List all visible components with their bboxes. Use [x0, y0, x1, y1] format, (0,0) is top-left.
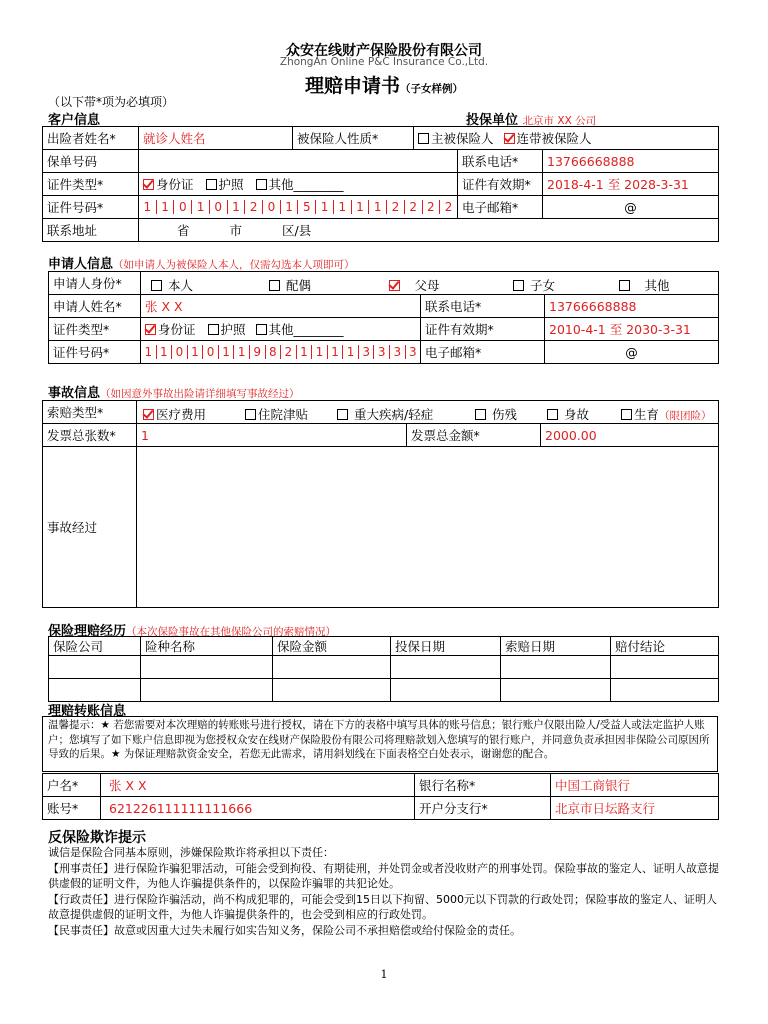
page-number: 1	[380, 968, 388, 981]
checkbox-icon	[337, 409, 348, 420]
opt-disability[interactable]: 伤残	[475, 405, 517, 423]
checkbox-icon	[547, 409, 558, 420]
policy-unit-label: 投保单位	[466, 113, 519, 128]
id-digit: 8	[265, 345, 281, 359]
fraud-line: 【民事责任】故意或因重大过失未履行如实告知义务，保险公司不承担赔偿或给付保险金的责任。	[48, 923, 521, 937]
opt-parent[interactable]: 父母	[389, 276, 440, 294]
col-result: 赔付结论	[611, 637, 719, 656]
accident-section-note: （如因意外事故出险请详细填写事故经过）	[100, 388, 300, 400]
validity-label: 证件有效期*	[458, 173, 543, 196]
id-digit: 3	[373, 345, 389, 359]
address-district: 区/县	[282, 223, 312, 238]
checkbox-icon	[206, 179, 217, 190]
id-digit: 3	[405, 345, 421, 359]
opt-main-insured[interactable]: 主被保险人	[418, 131, 494, 146]
checkbox-icon	[151, 280, 162, 291]
address-label: 联系地址	[43, 219, 139, 242]
opt-hospital[interactable]: 住院津贴	[245, 405, 308, 423]
id-digit: 1	[218, 345, 234, 359]
transfer-notice: 温馨提示：★ 若您需要对本次理赔的转账账号进行授权，请在下方的表格中填写具体的账号信息；银行账户仅限出险人/受益人或法定监护人账户；您填写了如下账户信息即视为您授权众安在线财产保险股份有限公司将理赔款划入您填写的银行账户，并同意负责承担因非保险公司原因所导致的后果。★ 为保证理赔款资金安全，若您无此需求，请用斜划线在下面表格空白处表示，谢谢您的配合。	[42, 716, 718, 772]
checkbox-icon	[619, 280, 630, 291]
id-digit: 1	[315, 200, 333, 214]
policy-no-field[interactable]	[139, 150, 458, 173]
id-digit: 0	[173, 200, 191, 214]
applicant-id-type-label: 证件类型*	[49, 318, 141, 341]
col-product: 险种名称	[141, 637, 273, 656]
id-type-options	[139, 173, 458, 196]
opt-idcard[interactable]: 身份证	[143, 177, 194, 192]
branch-field[interactable]: 北京市日坛路支行	[551, 797, 719, 820]
id-digit: 2	[280, 345, 296, 359]
invoice-count-field[interactable]: 1	[137, 424, 407, 447]
address-field[interactable]	[139, 219, 719, 242]
id-digit: 2	[439, 200, 457, 214]
id-digit: 1	[311, 345, 327, 359]
opt-idcard[interactable]: 身份证	[145, 322, 196, 337]
id-digit: 1	[333, 200, 351, 214]
validity-field[interactable]: 2018-4-1 至 2028-3-31	[543, 173, 719, 196]
opt-passport[interactable]: 护照	[208, 322, 246, 337]
col-claim-date: 索赔日期	[501, 637, 611, 656]
checkbox-icon	[621, 409, 632, 420]
email-label: 电子邮箱*	[458, 196, 543, 219]
id-digit: 1	[144, 345, 153, 359]
history-section-note: （本次保险事故在其他保险公司的索赔情况）	[126, 626, 337, 638]
applicant-section-note: （如申请人为被保险人本人，仅需勾选本人项即可）	[113, 259, 355, 271]
applicant-name-field[interactable]: 张 X X	[141, 295, 421, 318]
accident-process-label: 事故经过	[43, 447, 137, 608]
id-digit: 1	[342, 345, 358, 359]
required-note: （以下带*项为必填项）	[48, 95, 175, 109]
account-label: 账号*	[43, 797, 101, 820]
insured-type-label: 被保险人性质*	[293, 127, 414, 150]
fraud-line: 【行政责任】进行保险诈骗活动，尚不构成犯罪的，可能会受到15日以下拘留、5000元以下罚款的行政处罚；保险事故的鉴定人、证明人故意提供虚假的证明文件，为他人诈骗提供条件的，也会受到相应的行政处罚。	[48, 892, 717, 921]
applicant-section-title	[48, 253, 355, 272]
id-digit: 0	[209, 200, 227, 214]
checkbox-icon	[475, 409, 486, 420]
col-company: 保险公司	[49, 637, 141, 656]
insured-name-field[interactable]: 就诊人姓名	[139, 127, 293, 150]
id-digit: 1	[351, 200, 369, 214]
history-table	[48, 636, 719, 702]
checkbox-icon	[245, 409, 256, 420]
opt-dependent-insured[interactable]: 连带被保险人	[504, 131, 592, 146]
id-digit: 0	[262, 200, 280, 214]
id-digit: 1	[187, 345, 203, 359]
relation-options	[141, 272, 719, 295]
id-digit: 0	[171, 345, 187, 359]
id-digit-cells	[139, 196, 457, 218]
opt-spouse[interactable]: 配偶	[269, 276, 311, 294]
opt-critical[interactable]: 重大疾病/轻症	[337, 405, 433, 423]
id-digit: 1	[296, 345, 312, 359]
opt-other-relation[interactable]: 其他	[619, 276, 670, 294]
id-type-label: 证件类型*	[43, 173, 139, 196]
id-digit-cells	[141, 341, 420, 363]
address-city: 市	[229, 223, 243, 238]
opt-medical[interactable]: 医疗费用	[143, 405, 206, 423]
history-section-label: 保险理赔经历	[48, 624, 127, 639]
invoice-amount-label: 发票总金额*	[407, 424, 541, 447]
id-no-field[interactable]	[139, 196, 458, 219]
bank-label: 银行名称*	[415, 774, 551, 797]
applicant-name-label: 申请人姓名*	[49, 295, 141, 318]
table-row	[49, 679, 719, 702]
address-province: 省	[177, 223, 190, 238]
applicant-phone-field[interactable]: 13766668888	[545, 295, 719, 318]
transfer-section-title: 理赔转账信息	[48, 704, 127, 719]
col-insure-date: 投保日期	[391, 637, 501, 656]
opt-passport[interactable]: 护照	[206, 177, 244, 192]
accident-process-field[interactable]	[137, 447, 719, 608]
customer-table	[42, 126, 719, 242]
fraud-line: 【刑事责任】进行保险诈骗犯罪活动，可能会受到拘役、有期徒刑，并处罚金或者没收财产的刑事处罚。保险事故的鉴定人、证明人故意提供虚假的证明文件，为他人诈骗提供条件的，以保险诈骗罪的共犯论处。	[48, 861, 719, 890]
account-field[interactable]: 621226111111111666	[101, 797, 415, 820]
id-digit: 1	[368, 200, 386, 214]
applicant-validity-label: 证件有效期*	[421, 318, 545, 341]
title-text: 理赔申请书	[304, 75, 400, 97]
id-digit: 3	[358, 345, 374, 359]
checkbox-checked-icon	[143, 409, 154, 420]
fraud-title: 反保险欺诈提示	[48, 830, 146, 846]
id-digit: 2	[422, 200, 440, 214]
id-digit: 2	[386, 200, 404, 214]
claim-type-options	[137, 401, 719, 424]
id-digit: 2	[404, 200, 422, 214]
applicant-validity-field[interactable]: 2010-4-1 至 2030-3-31	[545, 318, 719, 341]
id-digit: 1	[327, 345, 343, 359]
id-digit: 2	[244, 200, 262, 214]
applicant-id-no-field[interactable]	[141, 341, 421, 364]
id-digit: 1	[227, 200, 245, 214]
birth-note: （限团险）	[659, 410, 712, 422]
applicant-section-label: 申请人信息	[48, 257, 114, 272]
fraud-line: 诚信是保险合同基本原则，涉嫌保险欺诈将承担以下责任：	[48, 846, 334, 859]
company-name-en: ZhongAn Online P&C Insurance Co.,Ltd.	[279, 56, 489, 68]
invoice-count-label: 发票总张数*	[43, 424, 137, 447]
policy-no-label: 保单号码	[43, 150, 139, 173]
company-name-cn: 众安在线财产保险股份有限公司	[286, 43, 482, 59]
customer-section-title: 客户信息	[48, 113, 101, 128]
id-digit: 1	[280, 200, 298, 214]
col-amount: 保险金额	[273, 637, 391, 656]
id-digit: 0	[202, 345, 218, 359]
applicant-id-no-label: 证件号码*	[49, 341, 141, 364]
invoice-amount-field[interactable]: 2000.00	[541, 424, 719, 447]
email-field[interactable]: @	[543, 196, 719, 219]
phone-field[interactable]: 13766668888	[543, 150, 719, 173]
opt-other[interactable]: 其他________	[256, 177, 344, 192]
branch-label: 开户分支行*	[415, 797, 551, 820]
applicant-email-label: 电子邮箱*	[421, 341, 545, 364]
applicant-id-type-options	[141, 318, 421, 341]
accident-table	[42, 400, 719, 608]
id-digit: 9	[249, 345, 265, 359]
opt-self[interactable]: 本人	[151, 276, 193, 294]
transfer-table	[42, 773, 719, 820]
applicant-table	[48, 271, 719, 364]
id-digit: 1	[156, 200, 174, 214]
id-digit: 5	[297, 200, 315, 214]
id-digit: 1	[156, 345, 172, 359]
accident-section-label: 事故信息	[48, 386, 101, 401]
checkbox-icon	[256, 324, 267, 335]
id-digit: 1	[143, 200, 152, 214]
holder-label: 户名*	[43, 774, 101, 797]
relation-label: 申请人身份*	[49, 272, 141, 295]
applicant-email-field[interactable]: @	[545, 341, 719, 364]
checkbox-checked-icon	[504, 133, 515, 144]
checkbox-checked-icon	[145, 324, 156, 335]
applicant-phone-label: 联系电话*	[421, 295, 545, 318]
checkbox-icon	[208, 324, 219, 335]
fraud-body	[48, 845, 720, 938]
opt-child[interactable]: 子女	[513, 276, 555, 294]
claim-type-label: 索赔类型*	[43, 401, 137, 424]
accident-section-title	[48, 382, 300, 401]
insured-name-label: 出险者姓名*	[43, 127, 139, 150]
insured-type-options	[414, 127, 719, 150]
id-no-label: 证件号码*	[43, 196, 139, 219]
title-note: （子女样例）	[400, 83, 463, 95]
phone-label: 联系电话*	[458, 150, 543, 173]
checkbox-icon	[513, 280, 524, 291]
id-digit: 1	[233, 345, 249, 359]
holder-field[interactable]: 张 X X	[101, 774, 415, 797]
id-digit: 3	[389, 345, 405, 359]
opt-birth[interactable]: 生育（限团险）	[621, 405, 712, 423]
checkbox-checked-icon	[389, 280, 400, 291]
checkbox-icon	[418, 133, 429, 144]
table-row	[49, 656, 719, 679]
opt-other[interactable]: 其他________	[256, 322, 344, 337]
id-digit: 1	[191, 200, 209, 214]
checkbox-icon	[269, 280, 280, 291]
checkbox-icon	[256, 179, 267, 190]
bank-field[interactable]: 中国工商银行	[551, 774, 719, 797]
policy-unit-value: 北京市 XX 公司	[522, 115, 597, 127]
opt-death[interactable]: 身故	[547, 405, 589, 423]
checkbox-checked-icon	[143, 179, 154, 190]
